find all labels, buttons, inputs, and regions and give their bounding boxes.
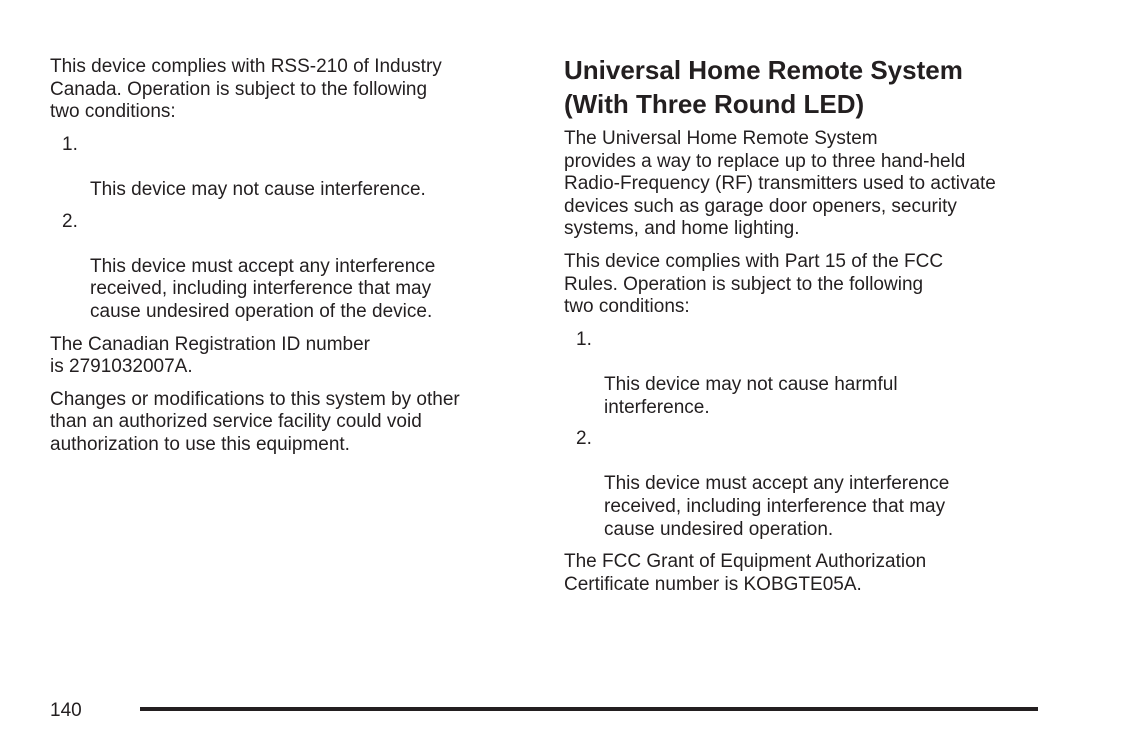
list-item-text: This device must accept any interference received, including interference that may cause undesired operation of the device.	[90, 255, 436, 322]
list-item-text: This device may not cause harmful interference.	[604, 373, 898, 418]
system-description: The Universal Home Remote System provides a way to replace up to three hand-held Radio-Frequency (RF) transmitters used to activate devices such as garage door openers, security systems, and home lighting.	[564, 128, 996, 240]
footer-rule	[140, 707, 1038, 711]
list-item	[564, 428, 1044, 541]
modifications-paragraph: Changes or modifications to this system by other than an authorized service facility could void authorization to use this equipment.	[50, 388, 460, 455]
page-number: 140	[50, 700, 82, 721]
section-heading: Universal Home Remote System (With Three Round LED)	[564, 55, 963, 119]
industry-canada-intro: This device complies with RSS-210 of Industry Canada. Operation is subject to the following two conditions:	[50, 56, 442, 123]
right-column	[564, 56, 1044, 606]
list-item-number: 2.	[576, 428, 592, 450]
list-item-number: 2.	[62, 210, 78, 232]
fcc-grant-paragraph: The FCC Grant of Equipment Authorization Certificate number is KOBGTE05A.	[564, 551, 927, 595]
registration-id-paragraph: The Canadian Registration ID number is 2791032007A.	[50, 333, 371, 378]
list-item-text: This device may not cause interference.	[90, 178, 426, 200]
fcc-intro: This device complies with Part 15 of the FCC Rules. Operation is subject to the following two conditions:	[564, 250, 944, 318]
list-item-text: This device must accept any interference received, including interference that may cause undesired operation.	[604, 473, 950, 540]
left-column	[50, 56, 520, 467]
industry-canada-conditions	[50, 134, 520, 324]
fcc-conditions	[564, 329, 1044, 541]
list-item-number: 1.	[576, 328, 592, 350]
list-item-number: 1.	[62, 133, 78, 155]
list-item	[50, 211, 520, 324]
list-item	[564, 329, 1044, 419]
list-item	[50, 134, 520, 202]
